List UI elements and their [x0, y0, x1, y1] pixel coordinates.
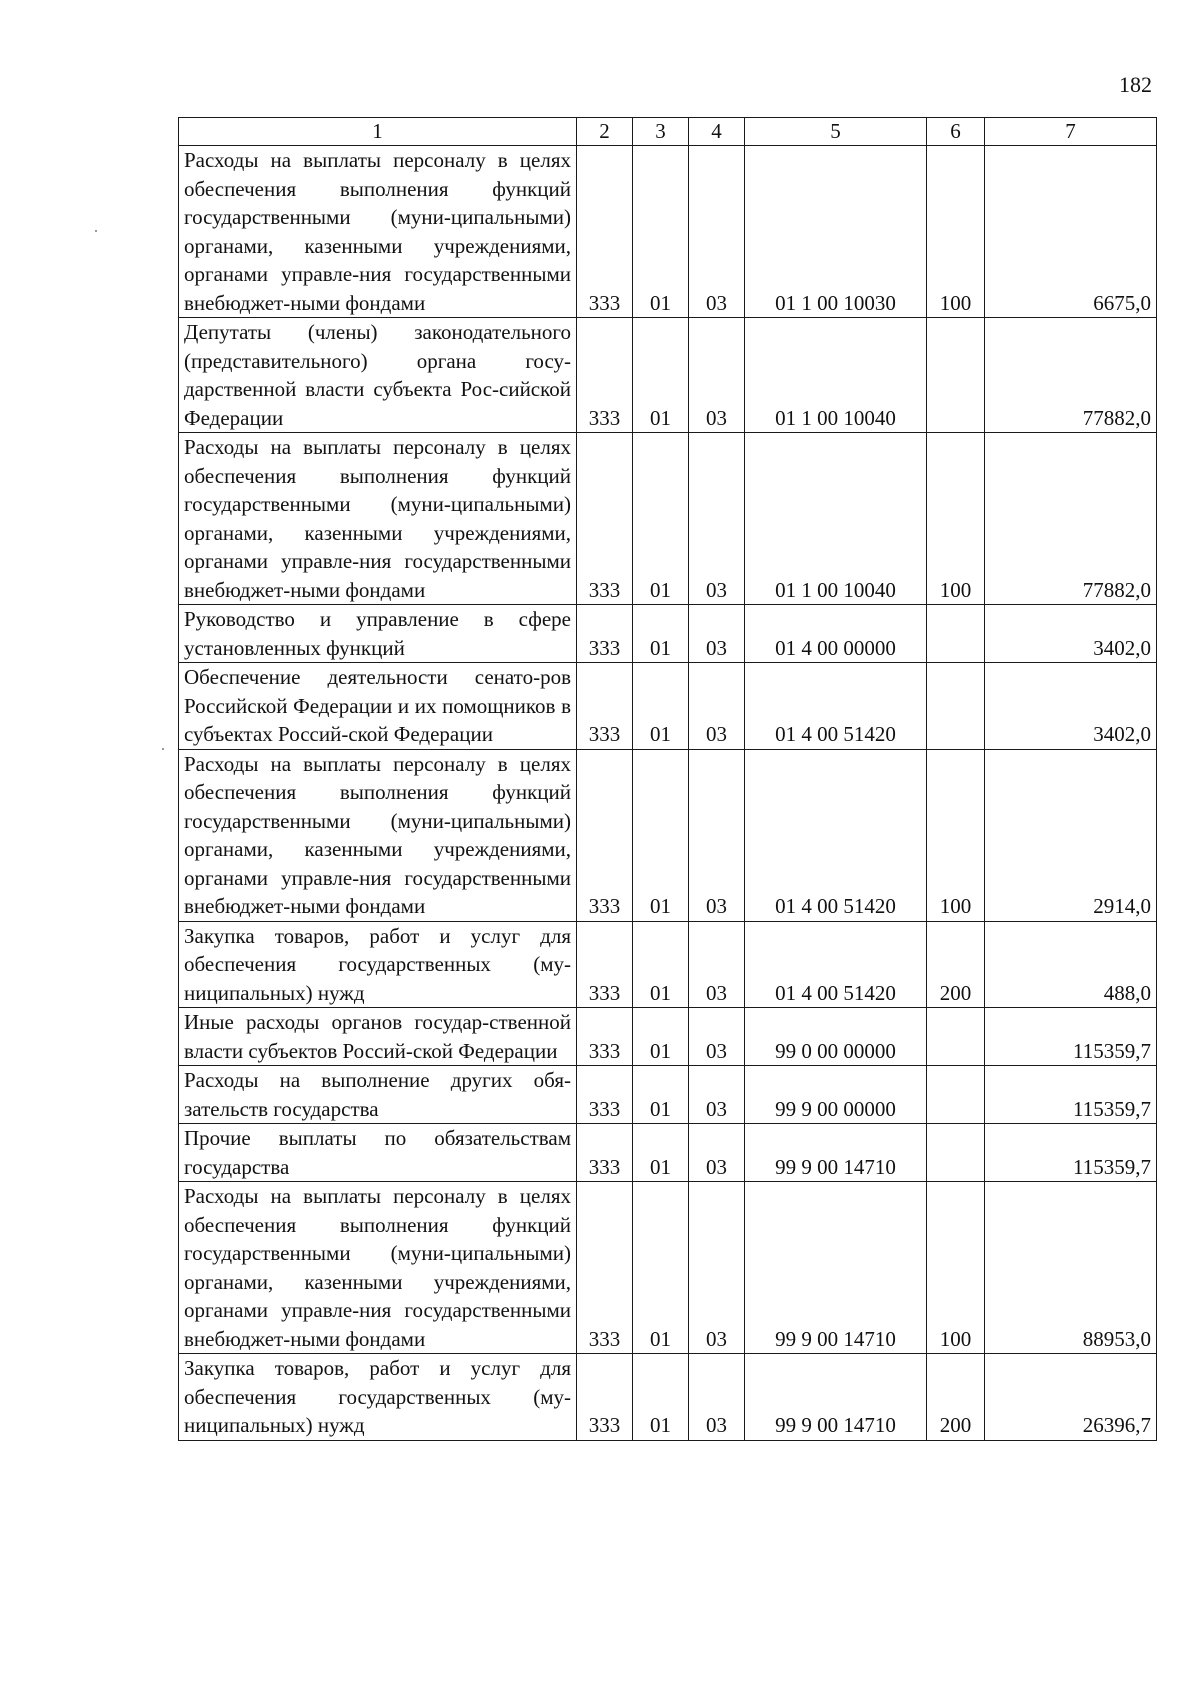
amount: 115359,7	[985, 1008, 1157, 1066]
section-code: 01	[633, 318, 689, 433]
expense-type-code	[927, 1008, 985, 1066]
ministry-code: 333	[577, 318, 633, 433]
expense-type-code	[927, 605, 985, 663]
section-code: 01	[633, 1066, 689, 1124]
amount: 115359,7	[985, 1066, 1157, 1124]
subsection-code: 03	[689, 921, 745, 1008]
table-row	[179, 1124, 1157, 1182]
expense-name: Прочие выплаты по обязательствам государства	[179, 1124, 577, 1182]
target-article-code: 01 1 00 10030	[745, 146, 927, 318]
ministry-code: 333	[577, 663, 633, 750]
column-header: 6	[927, 118, 985, 146]
subsection-code: 03	[689, 433, 745, 605]
table-row	[179, 605, 1157, 663]
expense-type-code	[927, 1124, 985, 1182]
subsection-code: 03	[689, 1354, 745, 1441]
target-article-code: 99 0 00 00000	[745, 1008, 927, 1066]
section-code: 01	[633, 1008, 689, 1066]
target-article-code: 01 4 00 51420	[745, 921, 927, 1008]
ministry-code: 333	[577, 1066, 633, 1124]
expense-name: Расходы на выполнение других обя-зательств государства	[179, 1066, 577, 1124]
target-article-code: 99 9 00 14710	[745, 1354, 927, 1441]
ministry-code: 333	[577, 1354, 633, 1441]
column-header: 2	[577, 118, 633, 146]
subsection-code: 03	[689, 663, 745, 750]
ministry-code: 333	[577, 1008, 633, 1066]
target-article-code: 99 9 00 14710	[745, 1182, 927, 1354]
section-code: 01	[633, 146, 689, 318]
target-article-code: 99 9 00 00000	[745, 1066, 927, 1124]
subsection-code: 03	[689, 749, 745, 921]
table-row	[179, 921, 1157, 1008]
expense-name: Расходы на выплаты персоналу в целях обеспечения выполнения функций государственными (муни-ципальными) органами, казенными учреждениями, органами управле-ния государственными внебюджет-ными фондами	[179, 1182, 577, 1354]
expense-type-code: 100	[927, 1182, 985, 1354]
expense-name: Расходы на выплаты персоналу в целях обеспечения выполнения функций государственными (муни-ципальными) органами, казенными учреждениями, органами управле-ния государственными внебюджет-ными фондами	[179, 433, 577, 605]
expense-name: Иные расходы органов государ-ственной власти субъектов Россий-ской Федерации	[179, 1008, 577, 1066]
column-header: 3	[633, 118, 689, 146]
amount: 115359,7	[985, 1124, 1157, 1182]
amount: 88953,0	[985, 1182, 1157, 1354]
amount: 488,0	[985, 921, 1157, 1008]
page-number: 182	[1119, 72, 1152, 97]
table-row	[179, 1182, 1157, 1354]
target-article-code: 99 9 00 14710	[745, 1124, 927, 1182]
amount: 3402,0	[985, 663, 1157, 750]
target-article-code: 01 4 00 00000	[745, 605, 927, 663]
section-code: 01	[633, 1354, 689, 1441]
expense-type-code: 200	[927, 921, 985, 1008]
ministry-code: 333	[577, 749, 633, 921]
target-article-code: 01 1 00 10040	[745, 433, 927, 605]
scan-speck	[95, 230, 97, 232]
expense-name: Расходы на выплаты персоналу в целях обеспечения выполнения функций государственными (муни-ципальными) органами, казенными учреждениями, органами управле-ния государственными внебюджет-ными фондами	[179, 749, 577, 921]
ministry-code: 333	[577, 1124, 633, 1182]
target-article-code: 01 4 00 51420	[745, 749, 927, 921]
amount: 77882,0	[985, 433, 1157, 605]
column-header: 1	[179, 118, 577, 146]
table-row	[179, 318, 1157, 433]
expense-type-code	[927, 1066, 985, 1124]
table-row	[179, 749, 1157, 921]
section-code: 01	[633, 1124, 689, 1182]
expense-name: Обеспечение деятельности сенато-ров Российской Федерации и их помощников в субъектах Россий-ской Федерации	[179, 663, 577, 750]
target-article-code: 01 1 00 10040	[745, 318, 927, 433]
section-code: 01	[633, 433, 689, 605]
table-row	[179, 1354, 1157, 1441]
expense-name: Руководство и управление в сфере установленных функций	[179, 605, 577, 663]
header-row	[179, 118, 1157, 146]
amount: 3402,0	[985, 605, 1157, 663]
ministry-code: 333	[577, 146, 633, 318]
subsection-code: 03	[689, 318, 745, 433]
column-header: 5	[745, 118, 927, 146]
subsection-code: 03	[689, 146, 745, 318]
expense-type-code: 200	[927, 1354, 985, 1441]
target-article-code: 01 4 00 51420	[745, 663, 927, 750]
subsection-code: 03	[689, 1066, 745, 1124]
table-row	[179, 433, 1157, 605]
ministry-code: 333	[577, 921, 633, 1008]
section-code: 01	[633, 663, 689, 750]
scan-speck	[162, 748, 164, 750]
ministry-code: 333	[577, 605, 633, 663]
expense-name: Закупка товаров, работ и услуг для обеспечения государственных (му-ниципальных) нужд	[179, 1354, 577, 1441]
ministry-code: 333	[577, 1182, 633, 1354]
section-code: 01	[633, 749, 689, 921]
column-header: 7	[985, 118, 1157, 146]
expense-type-code: 100	[927, 433, 985, 605]
table-body	[179, 146, 1157, 1441]
expense-name: Закупка товаров, работ и услуг для обеспечения государственных (му-ниципальных) нужд	[179, 921, 577, 1008]
column-header: 4	[689, 118, 745, 146]
budget-table	[178, 117, 1157, 1441]
expense-name: Депутаты (члены) законодательного (представительного) органа госу-дарственной власти субъекта Рос-сийской Федерации	[179, 318, 577, 433]
expense-type-code	[927, 318, 985, 433]
amount: 6675,0	[985, 146, 1157, 318]
table-row	[179, 663, 1157, 750]
section-code: 01	[633, 921, 689, 1008]
amount: 77882,0	[985, 318, 1157, 433]
subsection-code: 03	[689, 1008, 745, 1066]
expense-type-code	[927, 663, 985, 750]
table-row	[179, 146, 1157, 318]
amount: 26396,7	[985, 1354, 1157, 1441]
section-code: 01	[633, 605, 689, 663]
section-code: 01	[633, 1182, 689, 1354]
expense-name: Расходы на выплаты персоналу в целях обеспечения выполнения функций государственными (муни-ципальными) органами, казенными учреждениями, органами управле-ния государственными внебюджет-ными фондами	[179, 146, 577, 318]
table-row	[179, 1008, 1157, 1066]
expense-type-code: 100	[927, 146, 985, 318]
expense-type-code: 100	[927, 749, 985, 921]
ministry-code: 333	[577, 433, 633, 605]
amount: 2914,0	[985, 749, 1157, 921]
subsection-code: 03	[689, 605, 745, 663]
subsection-code: 03	[689, 1182, 745, 1354]
subsection-code: 03	[689, 1124, 745, 1182]
table-row	[179, 1066, 1157, 1124]
table-header	[179, 118, 1157, 146]
